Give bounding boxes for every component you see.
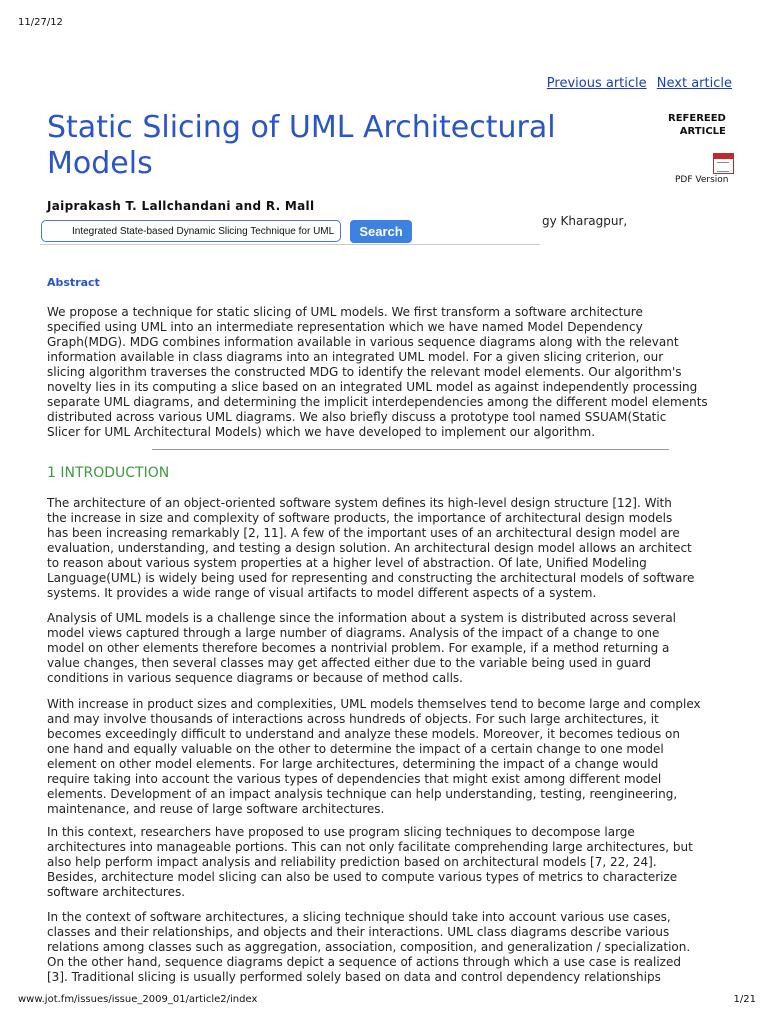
text-line: Language(UML) is widely being used for representing and constructing the architectural models of software	[47, 571, 695, 585]
text-line: relations among classes such as aggregation, association, composition, and generalization / specialization.	[47, 940, 691, 954]
intro-paragraph-5	[47, 910, 737, 985]
pdf-icon[interactable]	[713, 153, 734, 174]
text-line: architectures into manageable portions. This can not only facilitate comprehending large architectures, but	[47, 840, 693, 854]
text-line: model on other elements therefore becomes a nontrivial problem. For example, if a method returning a	[47, 641, 670, 655]
text-line: model views captured through a large number of diagrams. Analysis of the impact of a change to one	[47, 626, 660, 640]
print-header-date: 11/27/12	[18, 17, 63, 28]
article-title-line2: Models	[47, 146, 153, 181]
abstract-heading: Abstract	[47, 276, 100, 289]
intro-paragraph-1	[47, 496, 737, 601]
text-line: With increase in product sizes and complexities, UML models themselves tend to become large and complex	[47, 697, 701, 711]
article-nav	[541, 76, 732, 91]
text-line: novelty lies in its computing a slice based on an integrated UML model as against independently processing	[47, 380, 698, 394]
next-article-link[interactable]: Next article	[656, 76, 732, 91]
text-line: element on other model elements. For large architectures, determining the impact of a change would	[47, 757, 659, 771]
text-line: systems. It provides a wide range of visual artifacts to model different aspects of a system.	[47, 586, 597, 600]
text-line: Analysis of UML models is a challenge since the information about a system is distributed across several	[47, 611, 677, 625]
text-line: classes and their relationships, and objects and their interactions. UML class diagrams describe various	[47, 925, 670, 939]
text-line: specified using UML into an intermediate representation which we have named Model Dependency	[47, 320, 643, 334]
text-line: distributed across various UML diagrams. We also briefly discuss a prototype tool named SSUAM(Static	[47, 410, 667, 424]
text-line: Graph(MDG). MDG combines information available in various sequence diagrams along with the relevant	[47, 335, 679, 349]
text-line: value changes, then several classes may get affected either due to the variable being used in guard	[47, 656, 652, 670]
search-button[interactable]: Search	[350, 220, 412, 243]
pdf-icon-lines	[717, 162, 729, 172]
text-line: Besides, architecture model slicing can also be used to compute various types of metrics to characterize	[47, 870, 678, 884]
text-line: elements. Development of an impact analysis technique can help understanding, testing, reengineering,	[47, 787, 678, 801]
pdf-icon-band	[714, 154, 733, 159]
intro-paragraph-3	[47, 697, 737, 817]
text-line: has been increasing remarkably [2, 11]. A few of the important uses of an architectural design model are	[47, 526, 680, 540]
text-line: We propose a technique for static slicing of UML models. We first transform a software architecture	[47, 305, 643, 319]
refereed-badge	[668, 112, 726, 138]
print-footer-url: www.jot.fm/issues/issue_2009_01/article2/index	[18, 994, 258, 1005]
text-line: information available in class diagrams into an integrated UML model. For a given slicing criterion, our	[47, 350, 664, 364]
text-line: software architectures.	[47, 885, 186, 899]
section-divider	[152, 449, 669, 450]
refereed-line1: REFEREED	[668, 113, 726, 124]
search-input[interactable]	[41, 220, 341, 242]
text-line: the increase in size and complexity of software products, the importance of architectural design models	[47, 511, 673, 525]
intro-paragraph-4	[47, 825, 737, 900]
text-line: becomes exceedingly difficult to understand and analyze these models. Moreover, it becomes tedious on	[47, 727, 680, 741]
text-line: On the other hand, sequence diagrams depict a sequence of actions through which a use case is realized	[47, 955, 681, 969]
text-line: slicing algorithm traverses the constructed MDG to identify the relevant model elements. Our algorithm's	[47, 365, 682, 379]
previous-article-link[interactable]: Previous article	[546, 76, 647, 91]
text-line: [3]. Traditional slicing is usually performed solely based on data and control dependency relationships	[47, 970, 661, 984]
text-line: separate UML diagrams, and determining the implicit interdependencies among the different model elements	[47, 395, 708, 409]
text-line: to reason about various system properties at a higher level of abstraction. Of late, Unified Modeling	[47, 556, 647, 570]
text-line: In the context of software architectures, a slicing technique should take into account various use cases,	[47, 910, 671, 924]
text-line: and may involve thousands of interactions across hundreds of objects. For such large architectures, it	[47, 712, 659, 726]
pdf-version-link[interactable]: PDF Version	[675, 175, 729, 185]
text-line: Slicer for UML Architectural Models) which we have developed to implement our algorithm.	[47, 425, 596, 439]
text-line: evaluation, understanding, and testing a design solution. An architectural design model allows an architect	[47, 541, 692, 555]
article-authors: Jaiprakash T. Lallchandani and R. Mall	[47, 199, 315, 213]
abstract-paragraph	[47, 305, 737, 440]
text-line: In this context, researchers have proposed to use program slicing techniques to decompose large	[47, 825, 635, 839]
refereed-line2: ARTICLE	[679, 126, 726, 137]
text-line: require taking into account the various types of dependencies that might exist among different model	[47, 772, 662, 786]
text-line: The architecture of an object-oriented software system defines its high-level design structure [12]. With	[47, 496, 672, 510]
print-footer-page: 1/21	[733, 994, 756, 1005]
article-title	[47, 110, 627, 182]
affiliation-text: gy Kharagpur,	[542, 214, 628, 228]
intro-paragraph-2	[47, 611, 737, 686]
section-heading-introduction: 1 INTRODUCTION	[47, 465, 170, 481]
text-line: conditions in various sequence diagrams or because of method calls.	[47, 671, 463, 685]
text-line: one hand and equally valuable on the other to determine the impact of a certain change to one model	[47, 742, 664, 756]
text-line: also help perform impact analysis and reliability prediction based on architectural models [7, 22, 24].	[47, 855, 657, 869]
article-title-line1: Static Slicing of UML Architectural	[47, 110, 556, 145]
text-line: maintenance, and reuse of large software architectures.	[47, 802, 385, 816]
